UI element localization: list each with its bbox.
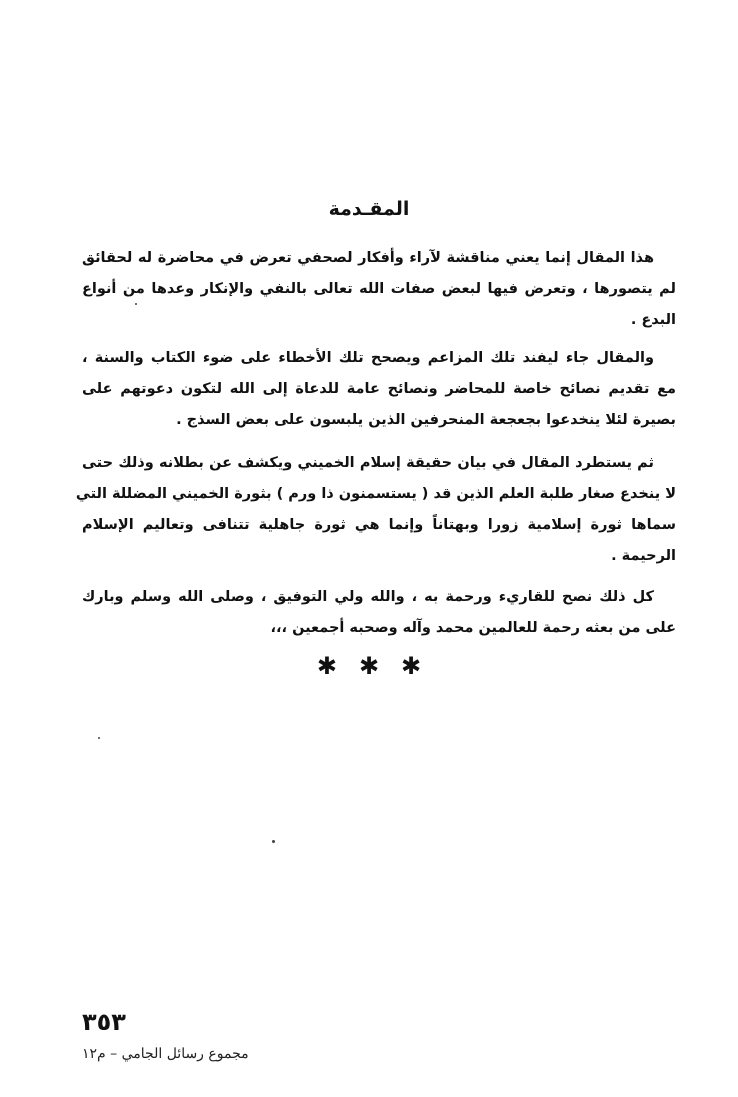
paragraph-line: ثم يستطرد المقال في بيان حقيقة إسلام الخميني ويكشف عن بطلانه وذلك حتى	[82, 455, 654, 471]
paragraph-3	[75, 448, 676, 572]
paragraph-line: سماها ثورة إسلامية زورا وبهتاناً وإنما هي ثورة جاهلية تتنافى وتعاليم الإسلام	[82, 517, 676, 533]
paragraph-line: لم يتصورها ، وتعرض فيها لبعض صفات الله تعالى بالنفي والإنكار وعدها من أنواع	[82, 281, 676, 297]
paragraph-2	[82, 343, 676, 436]
page-title: المقـدمة	[328, 198, 410, 220]
paragraph-line: هذا المقال إنما يعني مناقشة لآراء وأفكار لصحفي تعرض في محاضرة له لحقائق	[82, 250, 654, 266]
page-number: ٣٥٣	[82, 1008, 126, 1036]
paragraph-line: على من بعثه رحمة للعالمين محمد وآله وصحبه أجمعين ،،،	[270, 620, 676, 636]
paragraph-line: كل ذلك نصح للقاريء ورحمة به ، والله ولي التوفيق ، وصلى الله وسلم وبارك	[82, 589, 654, 605]
scan-speck	[98, 737, 100, 739]
paragraph-line: بصيرة لئلا ينخدعوا بجعجعة المنحرفين الذين يلبسون على بعض السذج .	[176, 412, 676, 428]
paragraph-4	[82, 582, 676, 644]
paragraph-line: الرحيمة .	[611, 548, 676, 564]
paragraph-1	[82, 243, 676, 336]
paragraph-line: مع تقديم نصائح خاصة للمحاضر ونصائح عامة للدعاة إلى الله لتكون دعوتهم على	[82, 381, 676, 397]
paragraph-line: لا ينخدع صغار طلبة العلم الذين قد ( يستسمنون ذا ورم ) بثورة الخميني المضللة التي	[75, 486, 676, 502]
scan-speck	[272, 840, 275, 843]
scan-speck	[135, 303, 137, 305]
paragraph-line: البدع .	[630, 312, 676, 328]
footer-note: مجموع رسائل الجامي – م١٢	[82, 1046, 249, 1062]
paragraph-line: والمقال جاء ليفند تلك المزاعم ويصحح تلك الأخطاء على ضوء الكتاب والسنة ،	[82, 350, 654, 366]
section-separator: ✱✱✱	[316, 652, 444, 680]
